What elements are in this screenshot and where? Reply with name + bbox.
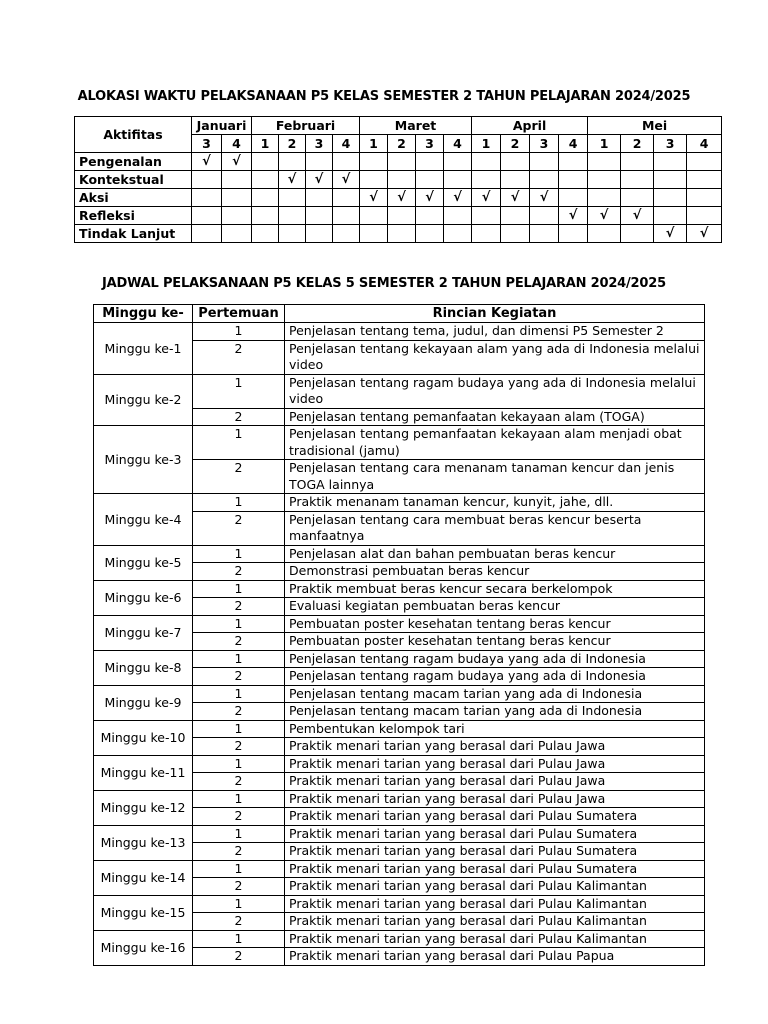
empty-cell [588, 225, 621, 243]
month-header: April [472, 117, 588, 135]
week-number: 2 [279, 135, 306, 153]
schedule-row [94, 685, 705, 703]
month-header: Januari [192, 117, 252, 135]
schedule-body [94, 323, 705, 966]
schedule-row [94, 580, 705, 598]
schedule-row [94, 825, 705, 843]
check-mark: √ [388, 189, 416, 207]
check-mark: √ [559, 207, 588, 225]
empty-cell [687, 207, 722, 225]
activity-detail: Pembuatan poster kesehatan tentang beras kencur [285, 633, 705, 651]
activity-detail: Praktik menanam tanaman kencur, kunyit, jahe, dll. [285, 494, 705, 512]
empty-cell [530, 225, 559, 243]
empty-cell [333, 189, 360, 207]
activity-detail: Penjelasan tentang ragam budaya yang ada di Indonesia melalui video [285, 374, 705, 408]
empty-cell [416, 171, 444, 189]
empty-cell [444, 153, 472, 171]
meeting-number: 1 [193, 545, 285, 563]
empty-cell [472, 153, 501, 171]
meeting-column-header: Pertemuan [193, 305, 285, 323]
week-number: 2 [501, 135, 530, 153]
check-mark: √ [416, 189, 444, 207]
schedule-row [94, 426, 705, 460]
activity-detail: Praktik menari tarian yang berasal dari Pulau Sumatera [285, 860, 705, 878]
week-label: Minggu ke-14 [94, 860, 193, 895]
week-label: Minggu ke-12 [94, 790, 193, 825]
schedule-row [94, 790, 705, 808]
week-number: 4 [687, 135, 722, 153]
empty-cell [360, 225, 388, 243]
activity-detail: Penjelasan alat dan bahan pembuatan beras kencur [285, 545, 705, 563]
week-label: Minggu ke-6 [94, 580, 193, 615]
meeting-number: 2 [193, 913, 285, 931]
activity-name: Kontekstual [75, 171, 192, 189]
empty-cell [621, 171, 654, 189]
activity-detail: Pembuatan poster kesehatan tentang beras kencur [285, 615, 705, 633]
empty-cell [388, 171, 416, 189]
week-number: 1 [252, 135, 279, 153]
schedule-row [94, 494, 705, 512]
activity-detail: Praktik menari tarian yang berasal dari Pulau Jawa [285, 755, 705, 773]
empty-cell [501, 171, 530, 189]
check-mark: √ [222, 153, 252, 171]
empty-cell [530, 153, 559, 171]
activity-detail: Praktik menari tarian yang berasal dari Pulau Kalimantan [285, 913, 705, 931]
empty-cell [222, 189, 252, 207]
allocation-row [75, 171, 722, 189]
schedule-header-row [94, 305, 705, 323]
week-number: 1 [588, 135, 621, 153]
meeting-number: 1 [193, 755, 285, 773]
empty-cell [279, 153, 306, 171]
check-mark: √ [654, 225, 687, 243]
detail-column-header: Rincian Kegiatan [285, 305, 705, 323]
activity-detail: Penjelasan tentang cara menanam tanaman kencur dan jenis TOGA lainnya [285, 460, 705, 494]
empty-cell [360, 207, 388, 225]
empty-cell [306, 207, 333, 225]
check-mark: √ [621, 207, 654, 225]
empty-cell [360, 153, 388, 171]
activity-detail: Penjelasan tentang pemanfaatan kekayaan alam (TOGA) [285, 408, 705, 426]
activity-name: Refleksi [75, 207, 192, 225]
activity-detail: Praktik menari tarian yang berasal dari Pulau Kalimantan [285, 878, 705, 896]
week-number: 4 [333, 135, 360, 153]
activity-detail: Evaluasi kegiatan pembuatan beras kencur [285, 598, 705, 616]
activity-detail: Penjelasan tentang ragam budaya yang ada di Indonesia [285, 650, 705, 668]
empty-cell [687, 171, 722, 189]
activity-detail: Penjelasan tentang pemanfaatan kekayaan alam menjadi obat tradisional (jamu) [285, 426, 705, 460]
allocation-row [75, 207, 722, 225]
activity-name: Tindak Lanjut [75, 225, 192, 243]
week-column-header: Minggu ke- [94, 305, 193, 323]
meeting-number: 1 [193, 790, 285, 808]
check-mark: √ [588, 207, 621, 225]
empty-cell [306, 153, 333, 171]
activity-detail: Demonstrasi pembuatan beras kencur [285, 563, 705, 581]
empty-cell [472, 225, 501, 243]
empty-cell [222, 207, 252, 225]
schedule-row [94, 323, 705, 341]
empty-cell [252, 171, 279, 189]
week-label: Minggu ke-16 [94, 930, 193, 965]
check-mark: √ [192, 153, 222, 171]
empty-cell [687, 189, 722, 207]
week-number: 1 [472, 135, 501, 153]
meeting-number: 1 [193, 374, 285, 408]
meeting-number: 2 [193, 668, 285, 686]
week-label: Minggu ke-9 [94, 685, 193, 720]
empty-cell [530, 207, 559, 225]
empty-cell [416, 153, 444, 171]
empty-cell [444, 171, 472, 189]
week-label: Minggu ke-11 [94, 755, 193, 790]
activity-detail: Penjelasan tentang macam tarian yang ada di Indonesia [285, 703, 705, 721]
activity-detail: Praktik menari tarian yang berasal dari Pulau Jawa [285, 738, 705, 756]
check-mark: √ [472, 189, 501, 207]
meeting-number: 1 [193, 323, 285, 341]
activity-detail: Praktik menari tarian yang berasal dari Pulau Kalimantan [285, 930, 705, 948]
check-mark: √ [530, 189, 559, 207]
empty-cell [654, 207, 687, 225]
month-header: Februari [252, 117, 360, 135]
meeting-number: 1 [193, 860, 285, 878]
meeting-number: 2 [193, 460, 285, 494]
meeting-number: 2 [193, 563, 285, 581]
empty-cell [559, 225, 588, 243]
empty-cell [444, 225, 472, 243]
empty-cell [279, 189, 306, 207]
empty-cell [621, 153, 654, 171]
schedule-row [94, 615, 705, 633]
empty-cell [222, 171, 252, 189]
empty-cell [306, 189, 333, 207]
activity-detail: Penjelasan tentang kekayaan alam yang ada di Indonesia melalui video [285, 340, 705, 374]
week-number: 2 [621, 135, 654, 153]
empty-cell [472, 207, 501, 225]
activity-detail: Praktik menari tarian yang berasal dari Pulau Jawa [285, 773, 705, 791]
empty-cell [388, 153, 416, 171]
empty-cell [444, 207, 472, 225]
empty-cell [621, 189, 654, 207]
empty-cell [559, 153, 588, 171]
week-label: Minggu ke-8 [94, 650, 193, 685]
activity-header: Aktifitas [75, 117, 192, 153]
schedule-row [94, 720, 705, 738]
schedule-row [94, 545, 705, 563]
empty-cell [333, 225, 360, 243]
week-label: Minggu ke-7 [94, 615, 193, 650]
month-header: Mei [588, 117, 722, 135]
activity-detail: Praktik menari tarian yang berasal dari Pulau Sumatera [285, 808, 705, 826]
empty-cell [252, 225, 279, 243]
meeting-number: 2 [193, 633, 285, 651]
meeting-number: 2 [193, 773, 285, 791]
empty-cell [588, 171, 621, 189]
week-number: 3 [654, 135, 687, 153]
allocation-table [74, 116, 722, 243]
check-mark: √ [501, 189, 530, 207]
activity-detail: Penjelasan tentang cara membuat beras kencur beserta manfaatnya [285, 511, 705, 545]
meeting-number: 2 [193, 511, 285, 545]
meeting-number: 1 [193, 825, 285, 843]
empty-cell [222, 225, 252, 243]
activity-name: Pengenalan [75, 153, 192, 171]
activity-detail: Praktik menari tarian yang berasal dari Pulau Jawa [285, 790, 705, 808]
meeting-number: 2 [193, 340, 285, 374]
meeting-number: 2 [193, 598, 285, 616]
check-mark: √ [687, 225, 722, 243]
empty-cell [501, 153, 530, 171]
empty-cell [588, 153, 621, 171]
meeting-number: 1 [193, 895, 285, 913]
allocation-title: ALOKASI WAKTU PELAKSANAAN P5 KELAS SEMESTER 2 TAHUN PELAJARAN 2024/2025 [77, 89, 691, 104]
allocation-row [75, 189, 722, 207]
check-mark: √ [279, 171, 306, 189]
meeting-number: 2 [193, 878, 285, 896]
activity-detail: Praktik membuat beras kencur secara berkelompok [285, 580, 705, 598]
activity-detail: Pembentukan kelompok tari [285, 720, 705, 738]
week-label: Minggu ke-15 [94, 895, 193, 930]
empty-cell [333, 207, 360, 225]
activity-detail: Praktik menari tarian yang berasal dari Pulau Sumatera [285, 825, 705, 843]
week-label: Minggu ke-2 [94, 374, 193, 426]
schedule-row [94, 374, 705, 408]
schedule-row [94, 930, 705, 948]
empty-cell [252, 189, 279, 207]
activity-detail: Praktik menari tarian yang berasal dari Pulau Kalimantan [285, 895, 705, 913]
check-mark: √ [444, 189, 472, 207]
meeting-number: 2 [193, 408, 285, 426]
week-label: Minggu ke-1 [94, 323, 193, 375]
activity-detail: Praktik menari tarian yang berasal dari Pulau Papua [285, 948, 705, 966]
check-mark: √ [360, 189, 388, 207]
empty-cell [654, 153, 687, 171]
empty-cell [252, 207, 279, 225]
empty-cell [654, 189, 687, 207]
schedule-table [93, 304, 705, 966]
activity-detail: Praktik menari tarian yang berasal dari Pulau Sumatera [285, 843, 705, 861]
activity-name: Aksi [75, 189, 192, 207]
empty-cell [416, 207, 444, 225]
schedule-row [94, 650, 705, 668]
empty-cell [472, 171, 501, 189]
week-number: 3 [192, 135, 222, 153]
week-label: Minggu ke-3 [94, 426, 193, 494]
empty-cell [687, 153, 722, 171]
schedule-row [94, 860, 705, 878]
activity-detail: Penjelasan tentang tema, judul, dan dimensi P5 Semester 2 [285, 323, 705, 341]
allocation-month-row [75, 117, 722, 135]
empty-cell [252, 153, 279, 171]
meeting-number: 2 [193, 808, 285, 826]
empty-cell [501, 207, 530, 225]
empty-cell [388, 225, 416, 243]
meeting-number: 2 [193, 738, 285, 756]
empty-cell [279, 207, 306, 225]
empty-cell [192, 171, 222, 189]
month-header: Maret [360, 117, 472, 135]
meeting-number: 1 [193, 720, 285, 738]
week-number: 4 [444, 135, 472, 153]
empty-cell [333, 153, 360, 171]
week-number: 3 [306, 135, 333, 153]
empty-cell [501, 225, 530, 243]
week-number: 4 [222, 135, 252, 153]
allocation-row [75, 225, 722, 243]
schedule-title: JADWAL PELAKSANAAN P5 KELAS 5 SEMESTER 2 TAHUN PELAJARAN 2024/2025 [102, 276, 666, 291]
week-number: 3 [530, 135, 559, 153]
meeting-number: 1 [193, 930, 285, 948]
week-label: Minggu ke-13 [94, 825, 193, 860]
empty-cell [559, 171, 588, 189]
empty-cell [530, 171, 559, 189]
allocation-row [75, 153, 722, 171]
week-label: Minggu ke-4 [94, 494, 193, 546]
week-label: Minggu ke-5 [94, 545, 193, 580]
meeting-number: 1 [193, 650, 285, 668]
check-mark: √ [306, 171, 333, 189]
week-number: 1 [360, 135, 388, 153]
meeting-number: 1 [193, 685, 285, 703]
allocation-body [75, 153, 722, 243]
empty-cell [360, 171, 388, 189]
empty-cell [654, 171, 687, 189]
meeting-number: 1 [193, 615, 285, 633]
meeting-number: 1 [193, 580, 285, 598]
meeting-number: 1 [193, 494, 285, 512]
week-number: 3 [416, 135, 444, 153]
empty-cell [192, 207, 222, 225]
empty-cell [388, 207, 416, 225]
week-label: Minggu ke-10 [94, 720, 193, 755]
empty-cell [192, 189, 222, 207]
empty-cell [559, 189, 588, 207]
schedule-row [94, 755, 705, 773]
week-number: 4 [559, 135, 588, 153]
empty-cell [416, 225, 444, 243]
empty-cell [306, 225, 333, 243]
meeting-number: 2 [193, 843, 285, 861]
activity-detail: Penjelasan tentang ragam budaya yang ada di Indonesia [285, 668, 705, 686]
activity-detail: Penjelasan tentang macam tarian yang ada di Indonesia [285, 685, 705, 703]
meeting-number: 1 [193, 426, 285, 460]
empty-cell [621, 225, 654, 243]
week-number: 2 [388, 135, 416, 153]
empty-cell [279, 225, 306, 243]
meeting-number: 2 [193, 948, 285, 966]
meeting-number: 2 [193, 703, 285, 721]
schedule-row [94, 895, 705, 913]
check-mark: √ [333, 171, 360, 189]
empty-cell [588, 189, 621, 207]
empty-cell [192, 225, 222, 243]
